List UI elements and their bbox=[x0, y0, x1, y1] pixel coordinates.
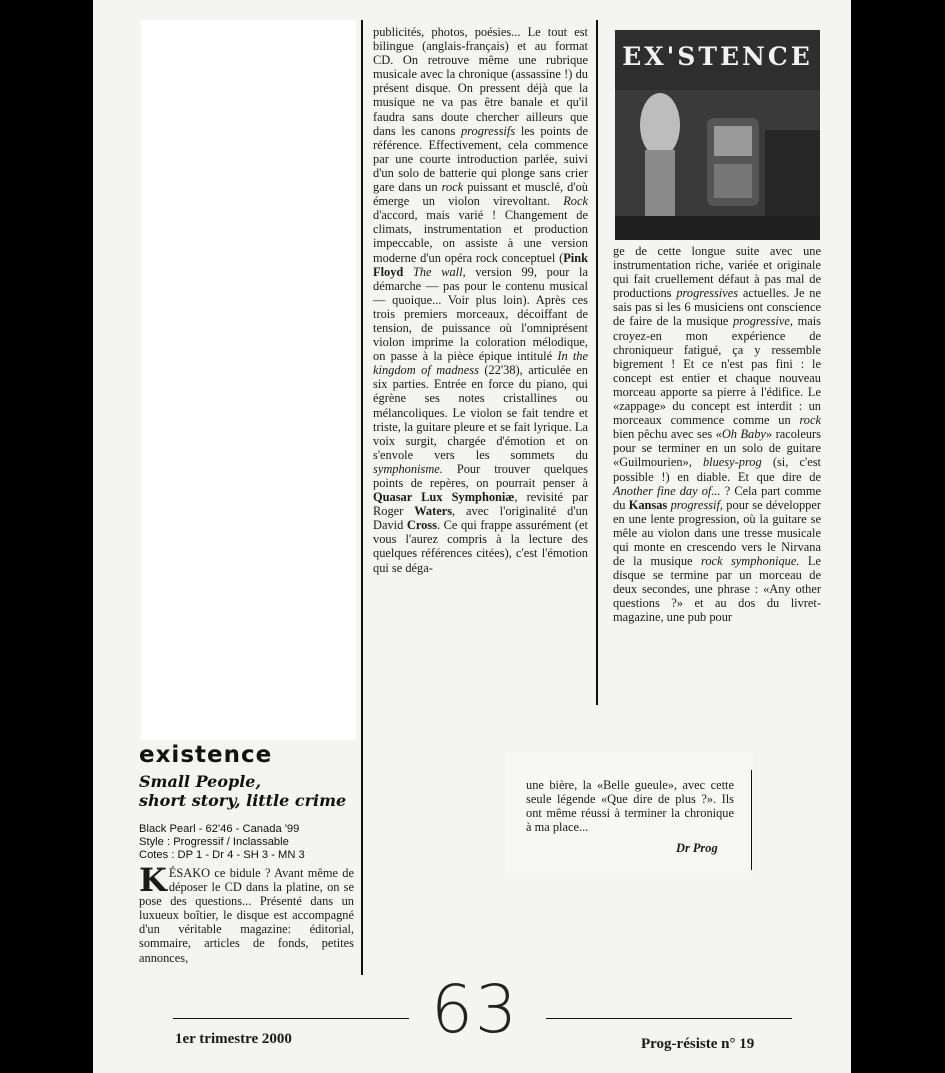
review-column-middle bbox=[373, 25, 588, 575]
review-paragraph: ge de cette longue suite avec une instrumentation riche, variée et originale qui fait cruellement défaut à pas mal de productions progressives actuelles. Je ne sais pas si les 6 musiciens ont conscience de faire de la musique progressive, mais croyez-en mon expérience de chroniqueur fatigué, ça y ressemble bigrement ! Et ce n'est pas fini : le concept est entier et chaque nouveau morceau apporte sa pierre à l'édifice. Le «zappage» du concept est interdit : un morceaux commence comme un rock bien pêchu avec ses «Oh Baby» racoleurs pour se terminer en un solo de guitare «Guilmourien», bluesy-prog (si, c'est possible !) en diable. Et que dire de Another fine day of... ? Cela part comme du Kansas progressif, pour se développer en une lente progression, où la guitare se mêle au violon dans une tresse musicale qui monte en crescendo vers le Nirvana de la musique rock symphonique. Le disque se termine par un morceau de deux secondes, une phrase : «Any other questions ?» et au dos du livret-magazine, une pub pour bbox=[613, 244, 821, 625]
issue-date: 1er trimestre 2000 bbox=[175, 1031, 292, 1047]
style-line: Style : Progressif / Inclassable bbox=[139, 835, 289, 848]
review-column-right bbox=[613, 244, 821, 625]
magazine-issue: Prog-résiste n° 19 bbox=[641, 1036, 755, 1052]
drop-cap: K bbox=[139, 861, 167, 899]
author-signature: Dr Prog bbox=[676, 841, 718, 855]
album-info bbox=[139, 823, 359, 861]
album-title-line: short story, little crime bbox=[139, 791, 347, 810]
blank-area bbox=[141, 20, 356, 740]
magazine-page bbox=[93, 0, 851, 1073]
review-intro bbox=[139, 861, 354, 965]
ratings-line: Cotes : DP 1 - Dr 4 - SH 3 - MN 3 bbox=[139, 848, 305, 861]
footer-rule-left bbox=[173, 1018, 409, 1019]
review-paragraph: publicités, photos, poésies... Le tout est bilingue (anglais-français) et au format CD. On retrouve même une rubrique musicale avec la chronique (assassine !) du présent disque. On pressent déjà que la musique ne va pas être banale et qu'il faudra sans doute chercher ailleurs que dans les canons progressifs les points de référence. Effectivement, cela commence par une courte introduction parlée, suivi d'un solo de batterie qui plonge sans crier gare dans un rock puissant et musclé, d'où émerge un violon virevoltant. Rock d'accord, mais varié ! Changement de climats, instrumentation et production impeccable, on assiste à une version moderne d'un opéra rock conceptuel (Pink Floyd The wall, version 99, pour la démarche — pas pour le contenu musical — quoique... Voir plus loin). Après ces trois premiers morceaux, décoiffant de tension, de puissance où l'omniprésent violon imprime la coloration mélodique, on passe à la pièce épique intitulé In the kingdom of madness (22'38), articulée en six parties. Entrée en force du piano, qui égrène ses notes cristallines ou mélancoliques. Le violon se fait tendre et triste, la guitare pleure et se fait lyrique. La voix surgit, chargée d'émotion et on s'envole vers les sommets du symphonisme. Pour trouver quelques points de repères, on pourrait penser à Quasar Lux Symphoniæ, revisité par Roger Waters, avec l'originalité d'un David Cross. Ce qui frappe assurément (et vous l'aurez compris à la lecture des quelques références citées), c'est l'émotion qui se déga- bbox=[373, 25, 588, 575]
review-intro-text: ÉSAKO ce bidule ? Avant même de déposer le CD dans la platine, on se pose des questions... Présenté dans un luxueux boîtier, le disque est accompagné d'un véritable magazine: éditorial, sommaire, articles de fonds, petites annonces, bbox=[139, 866, 354, 965]
column-divider-left bbox=[361, 20, 363, 975]
album-cover-image bbox=[615, 30, 820, 240]
column-divider-right bbox=[596, 20, 598, 705]
album-cover-title: EX'STENCE bbox=[622, 42, 813, 71]
review-ending: une bière, la «Belle gueule», avec cette seule légende «Que dire de plus ?». Ils ont même réussi à terminer la chronique à ma place... bbox=[526, 778, 734, 835]
album-title bbox=[139, 772, 359, 810]
label-line: Black Pearl - 62'46 - Canada '99 bbox=[139, 823, 300, 835]
end-box-divider bbox=[751, 770, 752, 870]
album-title-line: Small People, bbox=[139, 772, 262, 791]
footer-rule-right bbox=[546, 1018, 792, 1019]
page-number: 63 bbox=[431, 971, 519, 1048]
band-name: existence bbox=[139, 742, 273, 768]
